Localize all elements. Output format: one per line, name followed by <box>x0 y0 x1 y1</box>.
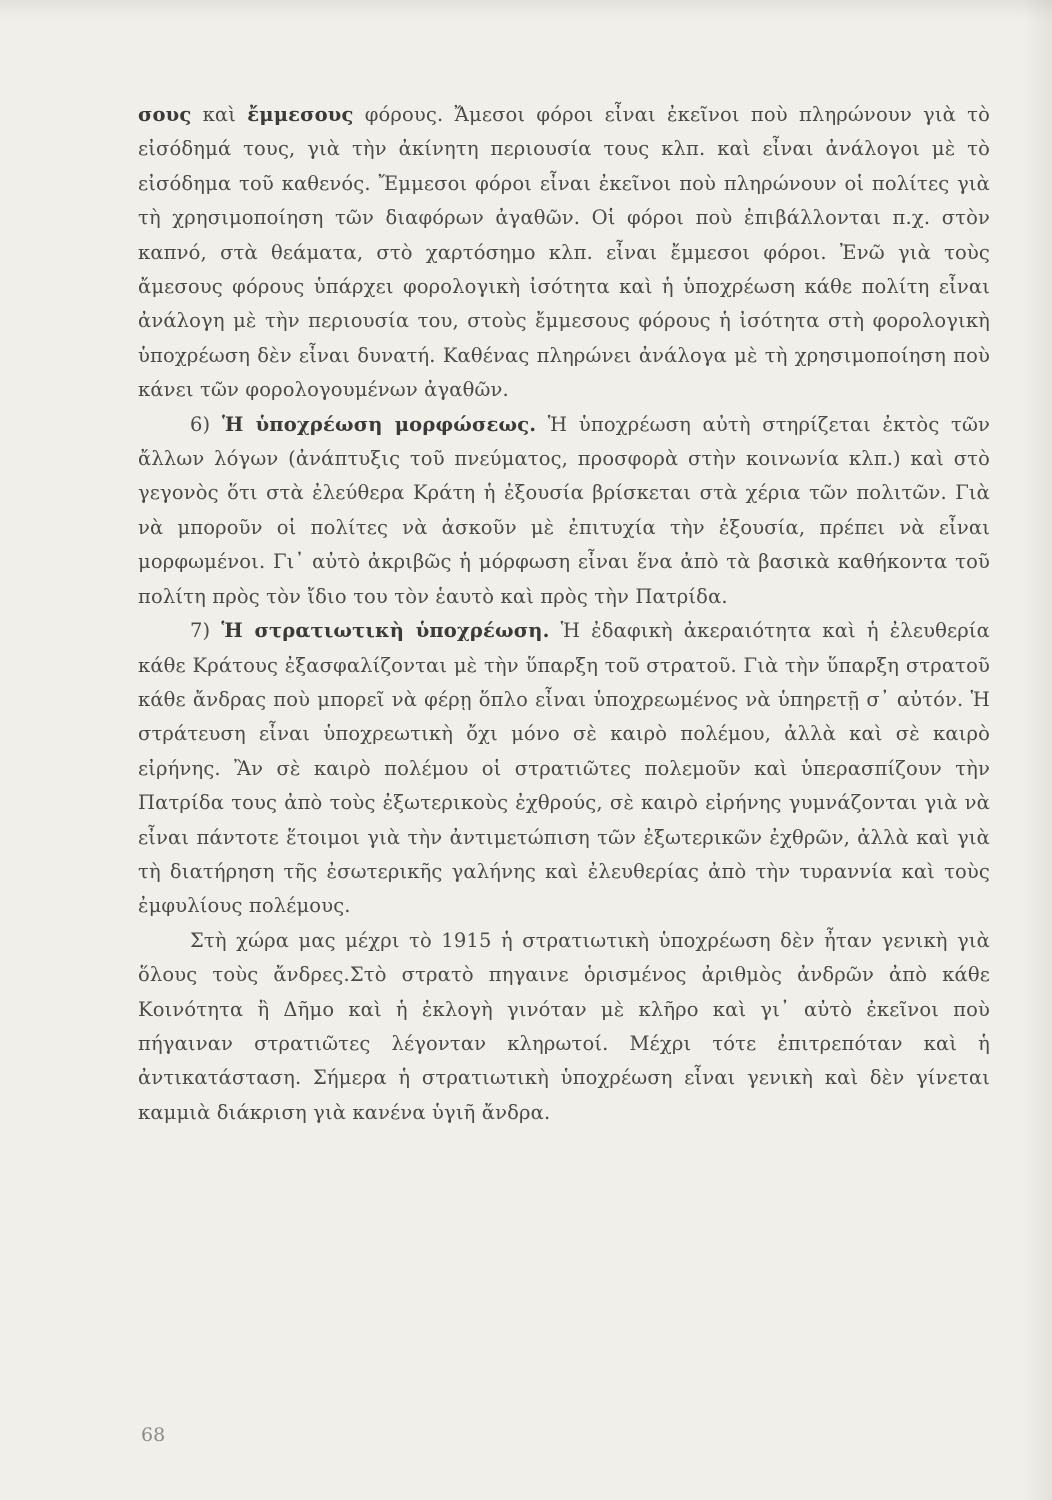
page-edge-shading <box>1022 0 1052 1500</box>
bold-word: σους <box>138 103 192 126</box>
section-heading: Ἡ ὑποχρέωση μορφώσεως. <box>221 412 537 436</box>
text-run: φόρους. Ἄμεσοι φόροι εἶναι ἐκεῖνοι ποὺ πληρώνουν γιὰ τὸ εἰσόδημά τους, γιὰ τὴν ἀκίνητη περιουσία τους κλπ. καὶ εἶναι ἀνάλογοι μὲ τὸ εἰσόδημα τοῦ καθενός. Ἔμμεσοι φόροι εἶναι ἐκεῖνοι ποὺ πληρώνουν οἱ πολίτες γιὰ τὴ χρησιμοποίηση τῶν διαφόρων ἀγαθῶν. Οἱ φόροι ποὺ ἐπιβάλλονται π.χ. στὸν καπνό, στὰ θεάματα, στὸ χαρτόσημο κλπ. εἶναι ἔμμεσοι φόροι. Ἐνῶ γιὰ τοὺς ἄμεσους φόρους ὑπάρχει φορολογικὴ ἰσότητα καὶ ἡ ὑποχρέωση κάθε πολίτη εἶναι ἀνάλογη μὲ τὴν περιουσία του, στοὺς ἔμμεσους φόρους ἡ ἰσότητα στὴ φορολογικὴ ὑποχρέωση δὲν εἶναι δυνατή. Καθένας πληρώνει ἀνάλογα μὲ τὴ χρησιμοποίηση ποὺ κάνει τῶν φορολογουμένων ἀγαθῶν. <box>138 103 990 402</box>
bold-word: ἔμμεσους <box>247 103 354 126</box>
text-run: Στὴ χώρα μας μέχρι τὸ 1915 ἡ στρατιωτικὴ ὑποχρέωση δὲν ἦταν γενικὴ γιὰ ὅλους τοὺς ἄνδρες.Στὸ στρατὸ πηγαινε ὁρισμένος ἀριθμὸς ἀνδρῶν ἀπὸ κάθε Κοινότητα ἢ Δῆμο καὶ ἡ ἐκλογὴ γινόταν μὲ κλῆρο καὶ γι᾽ αὐτὸ ἐκεῖνοι ποὺ πήγαιναν στρατιῶτες λέγονταν κληρωτοί. Μέχρι τότε ἐπιτρεπόταν καὶ ἡ ἀντικατάσταση. Σήμερα ἡ στρατιωτικὴ ὑποχρέωση εἶναι γενικὴ καὶ δὲν γίνεται καμμιὰ διάκριση γιὰ κανένα ὑγιῆ ἄνδρα. <box>138 928 990 1124</box>
paragraph-military-history <box>138 924 990 1130</box>
text-run: Ἡ ὑποχρέωση αὐτὴ στηρίζεται ἐκτὸς τῶν ἄλλων λόγων (ἀνάπτυξις τοῦ πνεύματος, προσφορὰ στὴν κοινωνία κλπ.) καὶ στὸ γεγονὸς ὅτι στὰ ἐλεύθερα Κράτη ἡ ἐξουσία βρίσκεται στὰ χέρια τῶν πολιτῶν. Γιὰ νὰ μποροῦν οἱ πολίτες νὰ ἀσκοῦν μὲ ἐπιτυχία τὴν ἐξουσία, πρέπει νὰ εἶναι μορφωμένοι. Γι᾽ αὐτὸ ἀκριβῶς ἡ μόρφωση εἶναι ἕνα ἀπὸ τὰ βασικὰ καθήκοντα τοῦ πολίτη πρὸς τὸν ἴδιο του τὸν ἑαυτὸ καὶ πρὸς τὴν Πατρίδα. <box>138 412 990 608</box>
text-run: Ἡ ἐδαφικὴ ἀκεραιότητα καὶ ἡ ἐλευθερία κάθε Κράτους ἐξασφαλίζονται μὲ τὴν ὕπαρξη τοῦ στρατοῦ. Γιὰ τὴν ὕπαρξη στρατοῦ κάθε ἄνδρας ποὺ μπορεῖ νὰ φέρῃ ὅπλο εἶναι ὑποχρεωμένος νὰ ὑπηρετῇ σ᾽ αὐτόν. Ἡ στράτευση εἶναι ὑποχρεωτικὴ ὄχι μόνο σὲ καιρὸ πολέμου, ἀλλὰ καὶ σὲ καιρὸ εἰρήνης. Ἂν σὲ καιρὸ πολέμου οἱ στρατιῶτες πολεμοῦν καὶ ὑπερασπίζουν τὴν Πατρίδα τους ἀπὸ τοὺς ἐξωτερικοὺς ἐχθρούς, σὲ καιρὸ εἰρήνης γυμνάζονται γιὰ νὰ εἶναι πάντοτε ἕτοιμοι γιὰ τὴν ἀντιμετώπιση τῶν ἐξωτερικῶν ἐχθρῶν, ἀλλὰ καὶ γιὰ τὴ διατήρηση τῆς ἐσωτερικῆς γαλήνης καὶ ἐλευθερίας ἀπὸ τὴν τυραννία καὶ τοὺς ἐμφυλίους πολέμους. <box>138 619 990 918</box>
page-top-shading <box>0 0 1052 20</box>
item-number: 7) <box>190 619 222 643</box>
text-run: καὶ <box>191 103 248 126</box>
paragraph-education-duty <box>138 408 990 614</box>
paragraph-military-duty <box>138 614 990 924</box>
page-number: 68 <box>141 1424 166 1446</box>
body-text <box>138 98 990 1130</box>
item-number: 6) <box>190 412 222 436</box>
paragraph-taxes <box>138 98 990 408</box>
section-heading: Ἡ στρατιωτικὴ ὑποχρέωση. <box>221 619 550 643</box>
